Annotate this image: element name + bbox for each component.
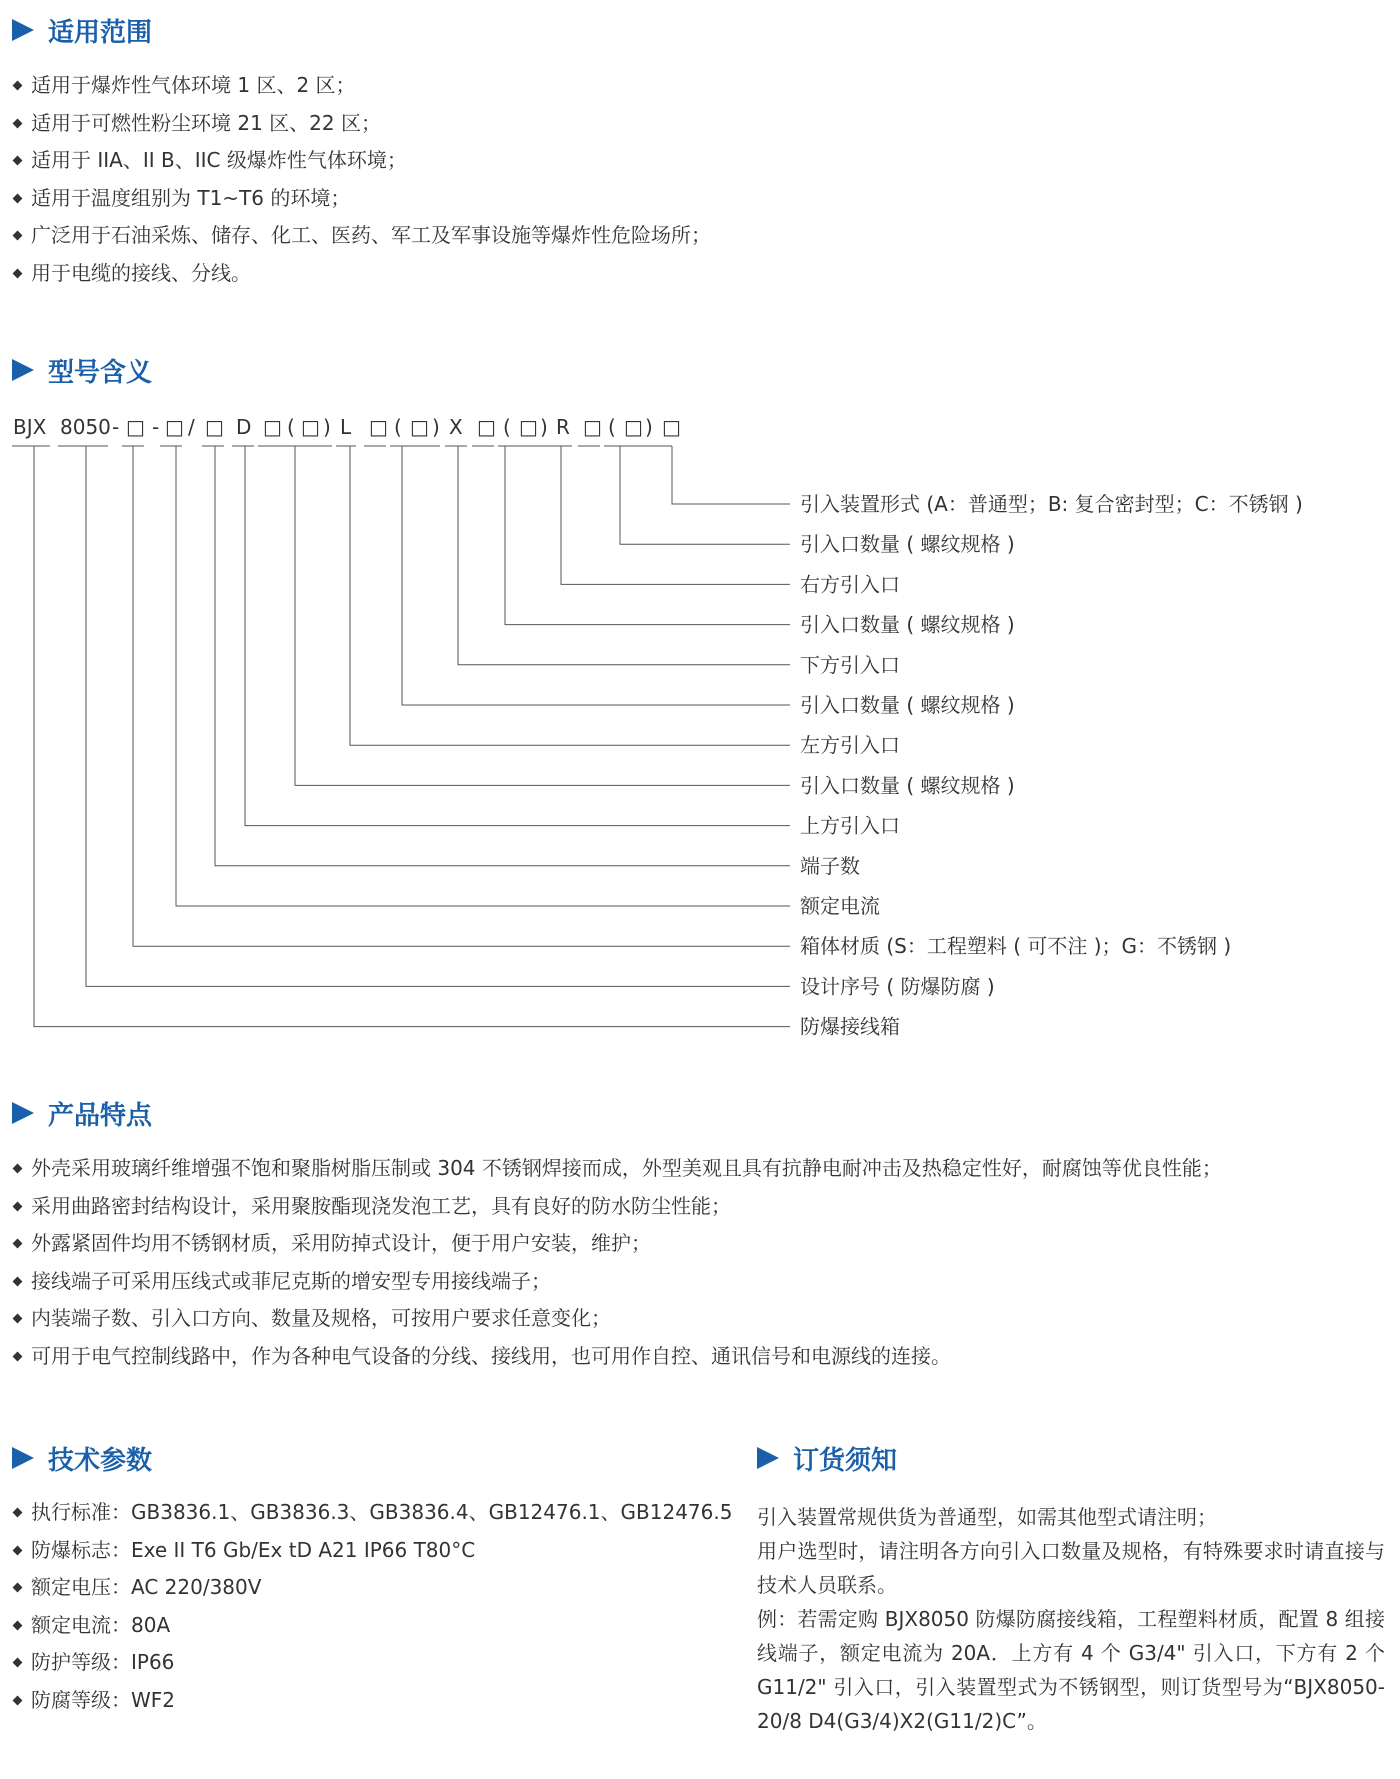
list-item: 适用于爆炸性气体环境 1 区、2 区； — [12, 67, 711, 105]
section-title-features — [12, 1095, 152, 1131]
model-code-token: □ — [624, 415, 643, 439]
model-leader-line — [86, 446, 790, 986]
model-code-token: □ — [126, 415, 145, 439]
order-paragraph: 引入装置常规供货为普通型，如需其他型式请注明； — [757, 1505, 1217, 1529]
model-code-token: □ — [662, 415, 681, 439]
diamond-bullet-icon — [13, 1164, 23, 1174]
section-title-text: 型号含义 — [48, 357, 153, 388]
list-item: 可用于电气控制线路中，作为各种电气设备的分线、接线用，也可用作自控、通讯信号和电源线的连接。 — [12, 1338, 1222, 1376]
model-code-token: ( — [394, 415, 402, 439]
diamond-bullet-icon — [13, 268, 23, 278]
triangle-right-icon — [12, 1447, 34, 1469]
list-item: 适用于温度组别为 T1~T6 的环境； — [12, 180, 711, 218]
diamond-bullet-icon — [13, 1314, 23, 1324]
model-code-token: BJX — [13, 415, 47, 439]
list-item: 内装端子数、引入口方向、数量及规格，可按用户要求任意变化； — [12, 1300, 1222, 1338]
diamond-bullet-icon — [13, 1620, 23, 1630]
model-leader-line — [458, 446, 790, 665]
model-leader-line — [245, 446, 790, 826]
section-title-text: 适用范围 — [48, 17, 153, 48]
model-code-token: D — [236, 415, 252, 439]
list-item: 适用于 IIA、II B、IIC 级爆炸性气体环境； — [12, 142, 711, 180]
diamond-bullet-icon — [13, 1658, 23, 1668]
model-leader-line — [620, 446, 790, 544]
model-leader-line — [34, 446, 790, 1027]
model-code-token: □ — [477, 415, 496, 439]
section-title-text: 订货须知 — [793, 1445, 898, 1476]
list-item: 适用于可燃性粉尘环境 21 区、22 区； — [12, 105, 711, 143]
model-leader-line — [402, 446, 790, 705]
model-field-label: 上方引入口 — [800, 813, 900, 838]
triangle-right-icon — [757, 1447, 779, 1469]
section-title-text: 技术参数 — [48, 1445, 153, 1476]
model-leader-line — [561, 446, 790, 584]
diamond-bullet-icon — [13, 156, 23, 166]
list-item: 外露紧固件均用不锈钢材质，采用防掉式设计，便于用户安装，维护； — [12, 1225, 1222, 1263]
section-title-model — [12, 352, 152, 388]
section-title-order — [757, 1440, 897, 1476]
tech-list — [12, 1494, 732, 1719]
model-leader-line — [505, 446, 790, 625]
model-field-label: 防爆接线箱 — [800, 1014, 900, 1039]
model-code-token: □ — [369, 415, 388, 439]
triangle-right-icon — [12, 1102, 34, 1124]
model-code-token: □ — [583, 415, 602, 439]
section-title-tech — [12, 1440, 152, 1476]
diamond-bullet-icon — [13, 1508, 23, 1518]
model-code-diagram — [0, 400, 1400, 1040]
model-field-label: 右方引入口 — [800, 572, 900, 597]
model-field-label: 引入口数量 ( 螺纹规格 ) — [800, 773, 1015, 798]
diamond-bullet-icon — [13, 1545, 23, 1555]
triangle-right-icon — [12, 359, 34, 381]
model-code-token: - — [112, 415, 120, 439]
model-code-token: ) — [540, 415, 548, 439]
model-leader-line — [133, 446, 790, 946]
section-title-text: 产品特点 — [48, 1100, 153, 1131]
diamond-bullet-icon — [13, 81, 23, 91]
model-leader-line — [215, 446, 790, 866]
model-code-token: ) — [645, 415, 653, 439]
diamond-bullet-icon — [13, 1695, 23, 1705]
diamond-bullet-icon — [13, 118, 23, 128]
model-field-label: 额定电流 — [800, 894, 880, 918]
model-code-token: □ — [519, 415, 538, 439]
diamond-bullet-icon — [13, 1351, 23, 1361]
diamond-bullet-icon — [13, 1201, 23, 1211]
list-item: 用于电缆的接线、分线。 — [12, 255, 711, 293]
model-code-token: / — [188, 415, 195, 439]
model-code-token: 8050 — [60, 415, 111, 439]
model-leader-line — [295, 446, 790, 785]
model-code-token: X — [449, 415, 463, 439]
model-field-label: 引入口数量 ( 螺纹规格 ) — [800, 532, 1015, 557]
list-item: 广泛用于石油采炼、储存、化工、医药、军工及军事设施等爆炸性危险场所； — [12, 217, 711, 255]
list-item: 额定电压：AC 220/380V — [12, 1569, 732, 1607]
model-field-label: 左方引入口 — [800, 733, 900, 758]
model-field-label: 箱体材质 (S：工程塑料 ( 可不注 )；G：不锈钢 ) — [800, 934, 1232, 959]
model-field-label: 下方引入口 — [800, 652, 900, 677]
list-item: 接线端子可采用压线式或菲尼克斯的增安型专用接线端子； — [12, 1263, 1222, 1301]
diamond-bullet-icon — [13, 1583, 23, 1593]
model-code-token: ( — [608, 415, 616, 439]
model-code-token: □ — [301, 415, 320, 439]
diamond-bullet-icon — [13, 1239, 23, 1249]
model-field-label: 设计序号 ( 防爆防腐 ) — [800, 974, 995, 999]
model-code-token: R — [556, 415, 570, 439]
list-item: 外壳采用玻璃纤维增强不饱和聚脂树脂压制或 304 不锈钢焊接而成，外型美观且具有抗静电耐冲击及热稳定性好，耐腐蚀等优良性能； — [12, 1150, 1222, 1188]
list-item: 执行标准：GB3836.1、GB3836.3、GB3836.4、GB12476.1、GB12476.5 — [12, 1494, 732, 1532]
model-code-token: □ — [165, 415, 184, 439]
model-leader-line — [176, 446, 790, 906]
order-paragraph: 用户选型时，请注明各方向引入口数量及规格，有特殊要求时请直接与技术人员联系。 — [757, 1539, 1385, 1597]
model-field-label: 引入口数量 ( 螺纹规格 ) — [800, 612, 1015, 637]
model-code-token: □ — [263, 415, 282, 439]
section-title-scope — [12, 12, 152, 48]
diamond-bullet-icon — [13, 193, 23, 203]
model-field-label: 端子数 — [800, 853, 860, 878]
triangle-right-icon — [12, 19, 34, 41]
features-list — [12, 1150, 1222, 1375]
model-leader-line — [672, 446, 790, 504]
list-item: 采用曲路密封结构设计，采用聚胺酯现浇发泡工艺，具有良好的防水防尘性能； — [12, 1188, 1222, 1226]
model-code-token: ) — [323, 415, 331, 439]
list-item: 额定电流：80A — [12, 1607, 732, 1645]
order-paragraph: 例：若需定购 BJX8050 防爆防腐接线箱，工程塑料材质，配置 8 组接线端子，额定电流为 20A．上方有 4 个 G3/4" 引入口，下方有 2 个 G11/2" 引入口，引入装置型式为不锈钢型，则订货型号为“BJX8050-20/8 D4(G3/4)X2(G11/2)C”。 — [757, 1607, 1385, 1733]
diamond-bullet-icon — [13, 231, 23, 241]
model-code-token: L — [340, 415, 352, 439]
model-leader-line — [350, 446, 790, 745]
diamond-bullet-icon — [13, 1276, 23, 1286]
list-item: 防护等级：IP66 — [12, 1644, 732, 1682]
list-item: 防爆标志：Exe II T6 Gb/Ex tD A21 IP66 T80°C — [12, 1532, 732, 1570]
model-code-token: ( — [287, 415, 295, 439]
list-item: 防腐等级：WF2 — [12, 1682, 732, 1720]
model-field-label: 引入口数量 ( 螺纹规格 ) — [800, 693, 1015, 717]
scope-list — [12, 67, 711, 292]
model-code-token: ( — [503, 415, 511, 439]
model-code-token: □ — [205, 415, 224, 439]
model-code-token: ) — [432, 415, 440, 439]
model-code-token: - — [152, 415, 160, 439]
model-field-label: 引入装置形式 (A：普通型；B: 复合密封型；C：不锈钢 ) — [800, 492, 1303, 516]
model-code-token: □ — [410, 415, 429, 439]
